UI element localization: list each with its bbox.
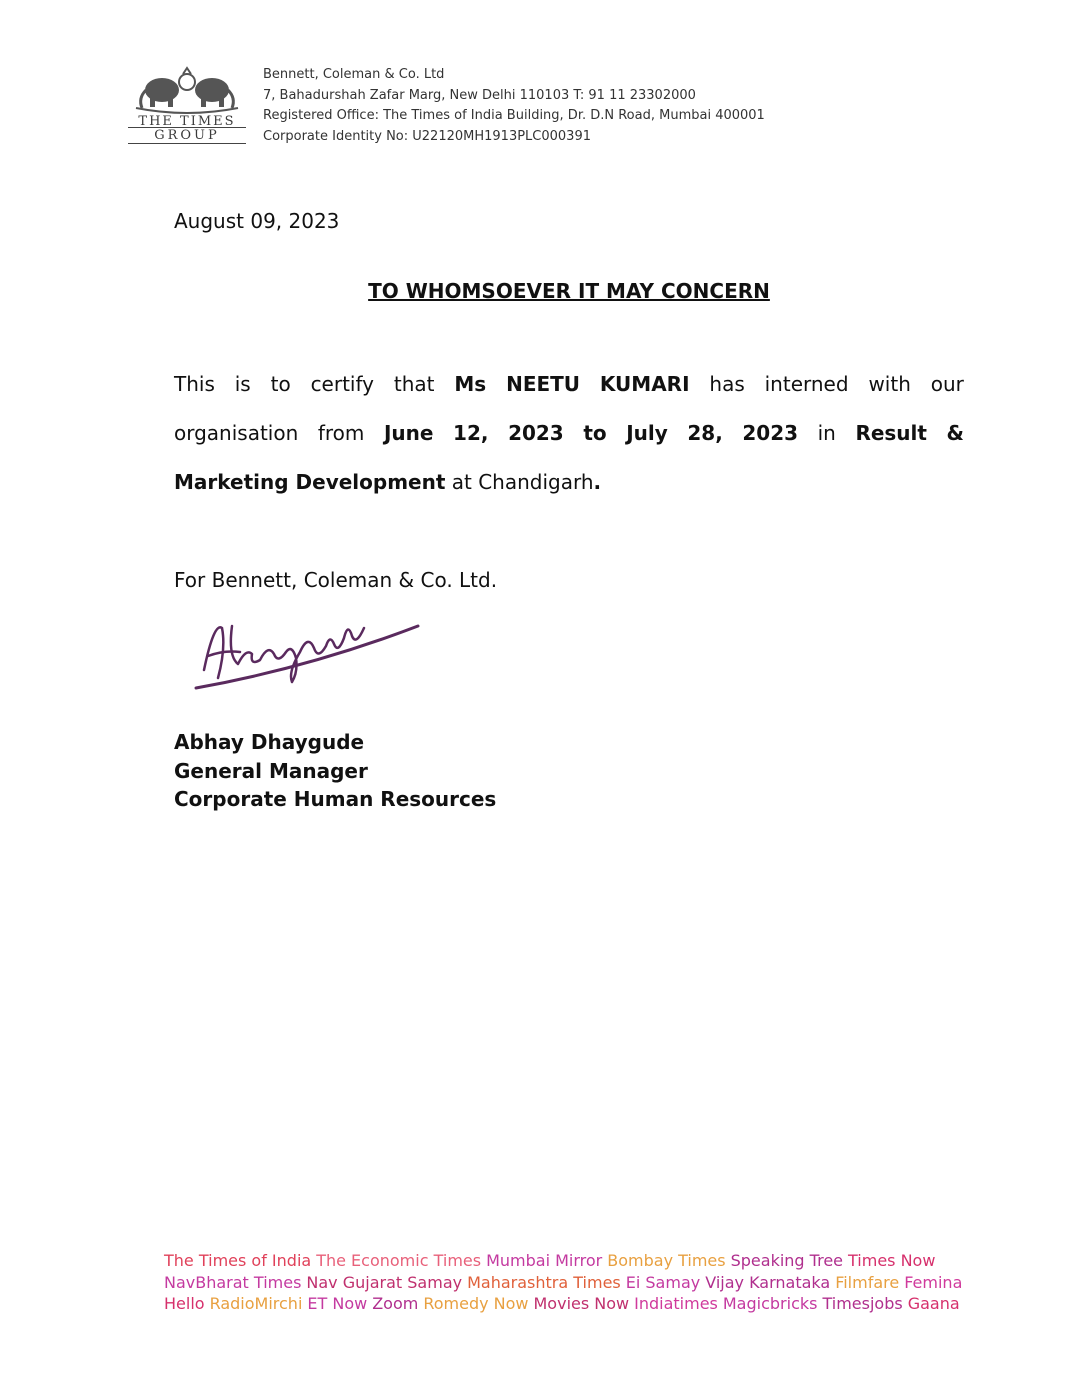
logo-wordmark-group: GROUP [128,127,246,144]
date-range-word: 28, [687,421,723,445]
signatory-title: General Manager [174,758,368,783]
paragraph-line-3 [174,470,964,519]
times-group-logo [128,66,246,148]
intern-name-word: Ms [454,372,487,396]
department-word: Result [855,421,927,445]
brand-name: NavBharat Times [164,1272,302,1292]
word: interned [764,372,849,396]
elephants-emblem-icon [128,66,246,114]
brand-name: Ei Samay [625,1272,701,1292]
word: has [709,372,745,396]
date-range-word: 12, [453,421,489,445]
date-range-word: June [383,421,434,445]
intern-name-word: NEETU [506,372,581,396]
word: to [270,372,291,396]
brand-name: Mumbai Mirror [486,1251,603,1270]
date-range-word: July [626,421,668,445]
word: This [174,372,215,396]
brand-name: Hello [164,1294,205,1313]
brand-name: Magicbricks [722,1294,818,1313]
word: in [817,421,836,445]
certificate-paragraph [174,372,964,519]
word: is [234,372,251,396]
brand-name: Indiatimes [634,1294,718,1313]
brand-name: Bombay Times [607,1251,726,1270]
brand-name: The Times of India [164,1251,312,1270]
intern-name-word: KUMARI [599,372,690,396]
word: that [393,372,435,396]
brand-row [164,1272,967,1294]
department-word: & [946,421,964,445]
group-brands-footer [164,1250,967,1315]
handwritten-signature-icon [188,608,428,708]
word: organisation [174,421,299,445]
letter-date: August 09, 2023 [174,209,340,233]
company-name: Bennett, Coleman & Co. Ltd [263,67,445,82]
department-name: Marketing Development [174,470,446,494]
word: certify [310,372,375,396]
closing-line: For Bennett, Coleman & Co. Ltd. [174,568,498,592]
brand-name: The Economic Times [316,1251,482,1270]
brand-name: ET Now [307,1294,368,1313]
paragraph-line-2 [174,421,964,470]
brand-name: Movies Now [533,1294,630,1313]
brand-name: Vijay Karnataka [705,1272,831,1292]
logo-wordmark-times: THE TIMES [138,114,236,129]
brand-row [164,1250,967,1272]
signatory-name: Abhay Dhaygude [174,730,365,754]
word: from [317,421,365,445]
brand-name: Maharashtra Times [467,1272,621,1292]
brand-name: Zoom [372,1294,419,1313]
paragraph-line-1 [174,372,964,421]
brand-name: Filmfare [835,1272,900,1292]
brand-name: Nav Gujarat Samay [306,1272,463,1292]
signature-image [188,608,428,712]
brand-name: Times Now [848,1251,936,1270]
corporate-identity-number: Corporate Identity No: U22120MH1913PLC000391 [263,128,591,144]
brand-row [164,1293,967,1315]
brand-name: Gaana [907,1294,960,1313]
brand-name: Speaking Tree [730,1251,843,1270]
brand-name: Timesjobs [822,1294,903,1313]
signatory-department: Corporate Human Resources [174,787,497,811]
brand-name: Romedy Now [423,1294,529,1313]
registered-office: Registered Office: The Times of India Building, Dr. D.N Road, Mumbai 400001 [263,108,765,123]
date-range-word: 2023 [508,421,564,445]
signatory-block [174,728,496,814]
date-range-word: 2023 [742,421,799,445]
date-range-word: to [583,421,607,445]
brand-name: RadioMirchi [209,1294,303,1313]
word: with [868,372,911,396]
location-text: at Chandigarh [445,470,594,494]
letter-heading: TO WHOMSOEVER IT MAY CONCERN [368,279,770,303]
word: our [930,372,964,396]
sentence-end: . [593,470,602,494]
brand-name: Femina [904,1272,963,1292]
company-address: 7, Bahadurshah Zafar Marg, New Delhi 110103 T: 91 11 23302000 [263,87,696,103]
letterhead-company-info [263,65,765,147]
